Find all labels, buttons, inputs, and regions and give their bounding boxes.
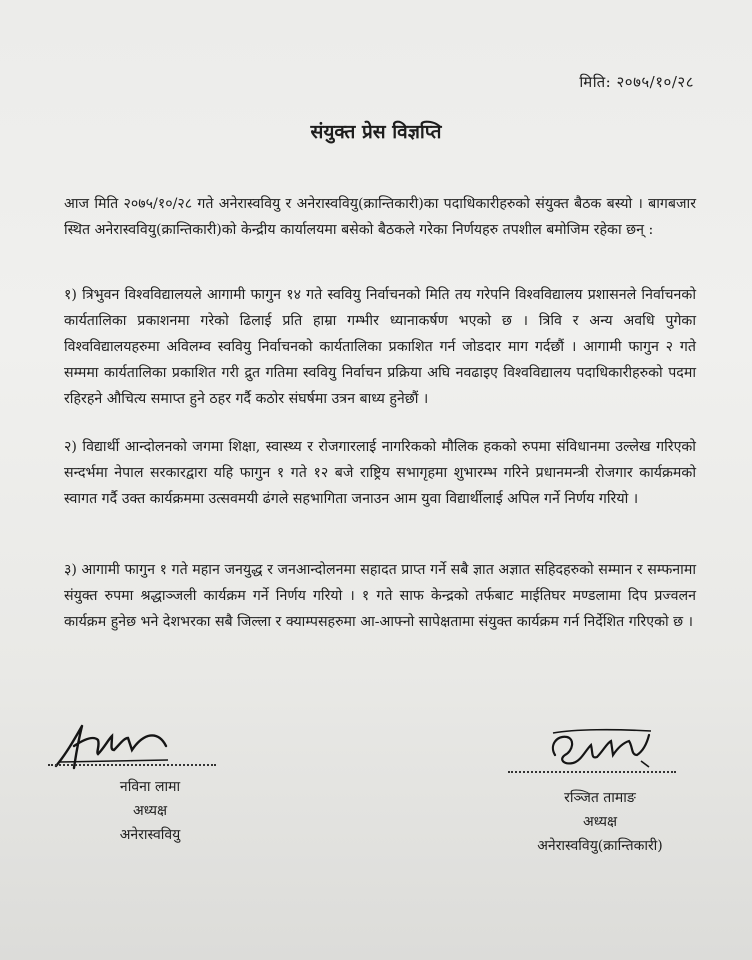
signatory-name: नविना लामा	[119, 779, 181, 795]
decision-point-1: १) त्रिभुवन विश्वविद्यालयले आगामी फागुन १४ गते स्ववियु निर्वाचनको मिति तय गरेपनि विश्वविद्यालय प्रशासनले निर्वाचनको कार्यतालिका प्रकाशनमा गरेको ढिलाई प्रति हाम्रा गम्भीर ध्यानाकर्षण भएको छ । त्रिवि र अन्य अवधि पुगेका विश्वविद्यालयहरुमा अविलम्व स्ववियु निर्वाचनको कार्यतालिका प्रकाशित गर्न जोडदार माग गर्दछौं । आगामी फागुन २ गते सम्ममा कार्यतालिका प्रकाशित गरी द्रुत गतिमा स्ववियु निर्वाचन प्रक्रिया अघि नवढाइए विश्वविद्यालय पदाधिकारीहरुको पदमा रहिरहने औचित्य समाप्त हुने ठहर गर्दै कठोर संघर्षमा उत्रन बाध्य हुनेछौं ।	[64, 287, 696, 407]
signatory-name: रञ्जित तामाङ	[564, 790, 636, 806]
decision-point-3: ३) आगामी फागुन १ गते महान जनयुद्ध र जनआन्दोलनमा सहादत प्राप्त गर्ने सबै ज्ञात अज्ञात सहिदहरुको सम्मान र सम्फनामा संयुक्त रुपमा श्रद्धाञ्जली कार्यक्रम गर्ने निर्णय गरियो । १ गते साफ केन्द्रको तर्फबाट माईतिघर मण्डलामा दिप प्रज्वलन कार्यक्रम हुनेछ भने देशभरका सबै जिल्ला र क्याम्पसहरुमा आ-आफ्नो सापेक्षतामा संयुक्त कार्यक्रम गर्न निर्देशित गरिएको छ ।	[64, 562, 696, 630]
page-title: संयुक्त प्रेस विज्ञप्ति	[310, 121, 442, 143]
signature-line-left	[48, 764, 216, 766]
signatory-org: अनेरास्ववियु(क्रान्तिकारी)	[537, 838, 663, 854]
signatory-left	[40, 775, 260, 847]
decision-point-2: २) विद्यार्थी आन्दोलनको जगमा शिक्षा, स्वास्थ्य र रोजगारलाई नागरिकको मौलिक हकको रुपमा संविधानमा उल्लेख गरिएको सन्दर्भमा नेपाल सरकारद्वारा यहि फागुन १ गते १२ बजे राष्ट्रिय सभागृहमा शुभारम्भ गरिने प्रधानमन्त्री रोजगार कार्यक्रमको स्वागत गर्दै उक्त कार्यक्रममा उत्सवमयी ढंगले सहभागिता जनाउन आम युवा विद्यार्थीलाई अपिल गर्ने निर्णय गरियो ।	[64, 439, 696, 507]
release-date: मिति: २०७५/१०/२८	[579, 73, 694, 91]
signatory-role: अध्यक्ष	[132, 803, 168, 819]
signature-line-right	[508, 771, 676, 773]
signatory-role: अध्यक्ष	[582, 814, 618, 830]
signature-right-icon	[545, 725, 655, 773]
signatory-org: अनेरास्ववियु	[119, 827, 181, 843]
signatory-right	[490, 786, 710, 858]
intro-paragraph: आज मिति २०७५/१०/२८ गते अनेरास्ववियु र अनेरास्ववियु(क्रान्तिकारी)का पदाधिकारीहरुको संयुक्त बैठक बस्यो । बागबजार स्थित अनेरास्ववियु(क्रान्तिकारी)को केन्द्रीय कार्यालयमा बसेको बैठकले गरेका निर्णयहरु तपशील बमोजिम रहेका छन् :	[64, 196, 696, 238]
